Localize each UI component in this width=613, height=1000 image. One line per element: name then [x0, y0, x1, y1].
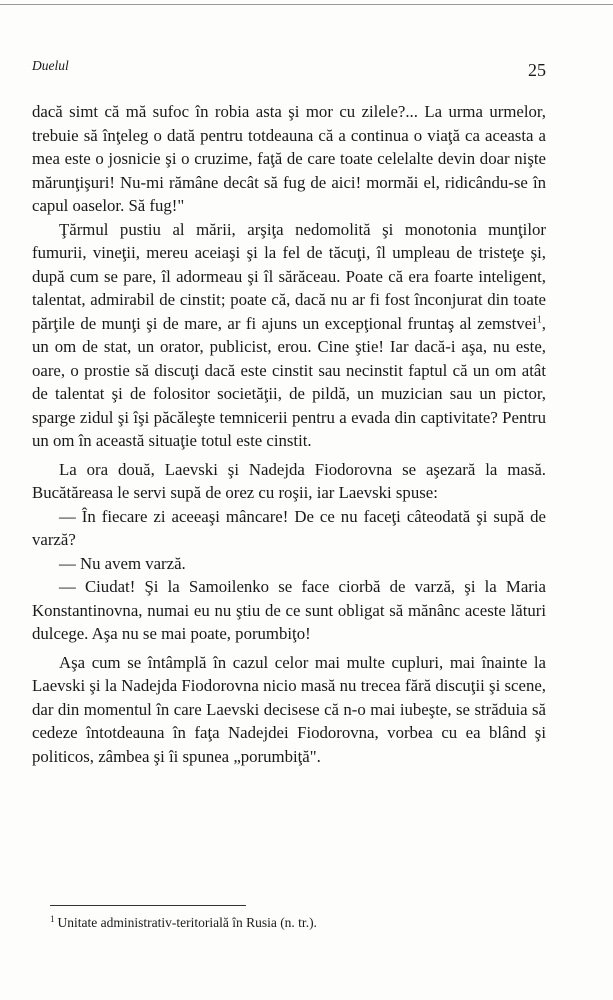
paragraph-2: [32, 218, 546, 453]
paragraph-2-part-2: , un om de stat, un orator, publicist, erou. Cine ştie! Iar dacă-i aşa, nu este, oare, o prostie să discuţi dacă este cinstit sau necinstit faptul că un om atât de talentat şi de folositor societăţii, de pildă, un muzician sau un pictor, sparge zidul şi îşi păcăleşte temnicerii pentru a evada din captivitate? Pentru un om în această situaţie totul este cinstit.: [32, 313, 546, 450]
footnote: [50, 914, 550, 932]
dialogue-line-3: — Ciudat! Şi la Samoilenko se face ciorbă de varză, şi la Maria Konstantinovna, numai eu nu ştiu de ce sunt obligat să mănânc aceste lături dulcege. Aşa nu se mai poate, porumbiţo!: [32, 577, 546, 643]
dialogue-line-2: — Nu avem varză.: [59, 553, 186, 573]
body-text: [32, 100, 546, 768]
paragraph-1: dacă simt că mă sufoc în robia asta şi mor cu zilele?... La urma urmelor, trebuie să înţeleg o dată pentru totdeauna că a continua o viaţă ca aceasta a mea este o josnicie şi o cruzime, faţă de care toate celelalte devin doar nişte mărunţişuri! Nu-mi rămâne decât să fug de aici! mormăi el, ridicându-se în capul oaselor. Să fug!": [32, 102, 546, 215]
footnote-text: Unitate administrativ-teritorială în Rusia (n. tr.).: [57, 915, 317, 930]
dialogue-line-1: — În fiecare zi aceeaşi mâncare! De ce nu faceţi câteodată şi supă de varză?: [32, 506, 546, 549]
footnote-divider: [50, 905, 246, 906]
paragraph-2-part-1: Ţărmul pustiu al mării, arşiţa nedomolită şi monotonia munţilor fumurii, vineţii, mereu aceiaşi şi la fel de tăcuţi, îl umpleau de tristeţe şi, după cum se pare, îl adormeau şi îl sărăceau. Poate că era foarte inteligent, talentat, admirabil de cinstit; poate că, dacă nu ar fi fost înconjurat din toate părţile de munţi şi de mare, ar fi ajuns un excepţional fruntaş al zemstvei: [32, 219, 546, 333]
running-title: Duelul: [32, 58, 69, 73]
page-number: 25: [528, 60, 546, 80]
top-border-rule: [0, 4, 613, 5]
paragraph-3: La ora două, Laevski şi Nadejda Fiodorovna se aşezară la masă. Bucătăreasa le servi supă de orez cu roşii, iar Laevski spuse:: [32, 459, 546, 502]
paragraph-4: Aşa cum se întâmplă în cazul celor mai multe cupluri, mai înainte la Laevski şi la Nadejda Fiodorovna nicio masă nu trecea fără discuţii şi scene, dar din momentul în care Laevski decisese că n-o mai iubeşte, se străduia să cedeze întotdeauna în faţa Nadejdei Fiodorovna, vorbea cu ea blând şi politicos, zâmbea şi îi spunea „porumbiţă".: [32, 652, 546, 766]
footnote-reference: 1: [536, 313, 542, 325]
footnote-marker: 1: [50, 913, 55, 924]
